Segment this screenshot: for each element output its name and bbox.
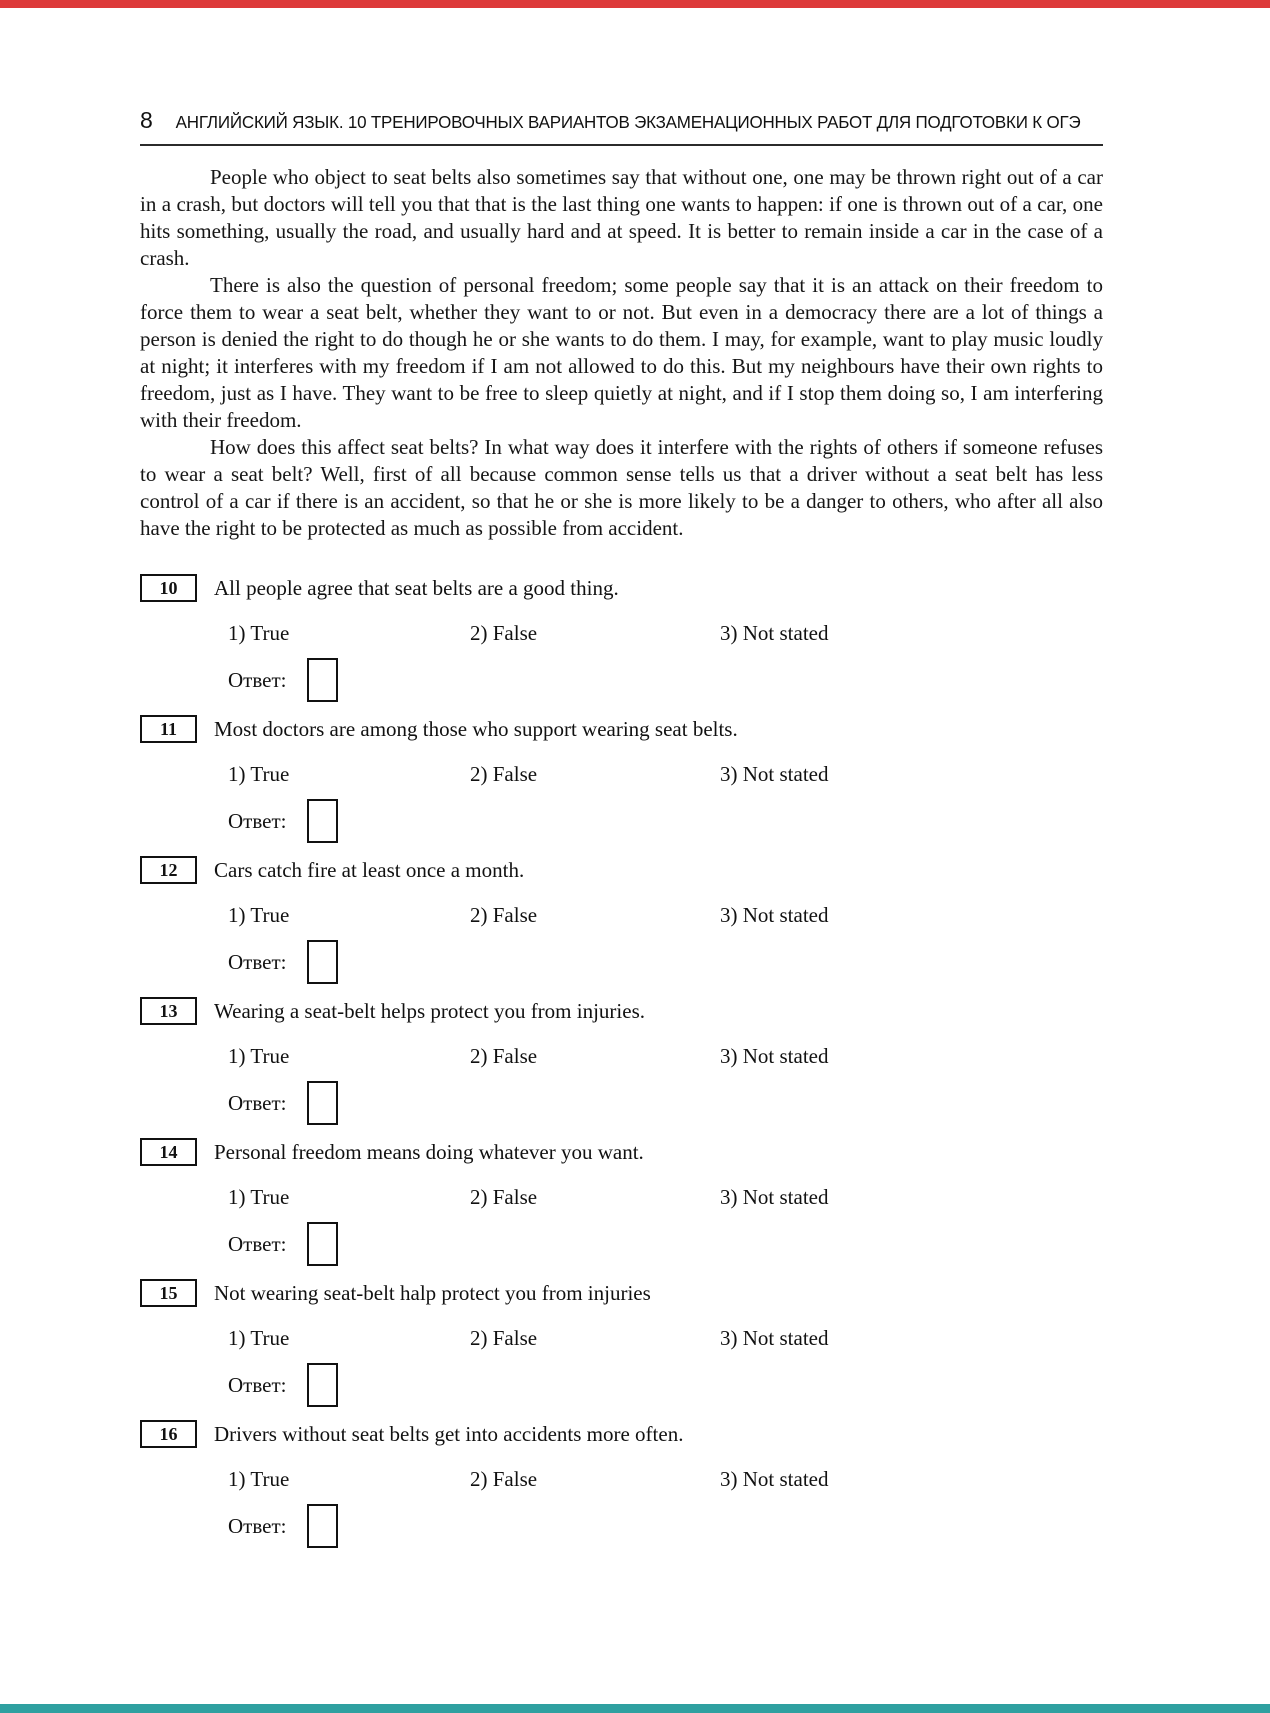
answer-box[interactable]	[307, 658, 338, 702]
answer-box[interactable]	[307, 1363, 338, 1407]
option-true: 1) True	[228, 621, 290, 645]
option-false: 2) False	[470, 1044, 538, 1068]
question-text: Personal freedom means doing whatever you want.	[214, 1139, 644, 1164]
options-row	[228, 620, 1103, 646]
option-false: 2) False	[470, 762, 538, 786]
book-page	[140, 108, 1103, 1561]
options-row	[228, 761, 1103, 787]
question-row	[140, 856, 1103, 884]
questions-section	[140, 574, 1103, 1548]
question-row	[140, 1138, 1103, 1166]
option-not-stated: 3) Not stated	[720, 903, 829, 927]
question-number-box	[140, 1279, 197, 1307]
scan-edge-bottom	[0, 1704, 1270, 1713]
option-false: 2) False	[470, 1326, 538, 1350]
question-number-box	[140, 1420, 197, 1448]
options-row	[228, 1184, 1103, 1210]
question-number-box	[140, 997, 197, 1025]
answer-box[interactable]	[307, 1222, 338, 1266]
page-header	[140, 108, 1103, 146]
answer-label: Ответ:	[228, 1090, 287, 1115]
question-block	[140, 1138, 1103, 1266]
scan-edge-top	[0, 0, 1270, 8]
answer-label: Ответ:	[228, 667, 287, 692]
answer-box[interactable]	[307, 940, 338, 984]
passage-paragraph: People who object to seat belts also sometimes say that without one, one may be thrown right out of a car in a crash, but doctors will tell you that that is the last thing one wants to happen: if one is thrown out of a car, one hits something, usually the road, and usually hard and at speed. It is better to remain inside a car in the case of a crash.	[140, 165, 1103, 270]
answer-label: Ответ:	[228, 1513, 287, 1538]
question-text: Cars catch fire at least once a month.	[214, 857, 525, 882]
option-true: 1) True	[228, 1044, 290, 1068]
option-not-stated: 3) Not stated	[720, 1326, 829, 1350]
question-text: All people agree that seat belts are a good thing.	[214, 575, 619, 600]
question-number-box	[140, 856, 197, 884]
option-true: 1) True	[228, 1326, 290, 1350]
option-not-stated: 3) Not stated	[720, 1044, 829, 1068]
answer-row	[228, 940, 1103, 984]
answer-box[interactable]	[307, 1081, 338, 1125]
answer-label: Ответ:	[228, 808, 287, 833]
options-row	[228, 902, 1103, 928]
answer-row	[228, 1504, 1103, 1548]
question-number: 13	[159, 1000, 178, 1021]
question-row	[140, 574, 1103, 602]
question-row	[140, 1420, 1103, 1448]
question-text: Not wearing seat-belt halp protect you from injuries	[214, 1280, 651, 1305]
answer-row	[228, 1081, 1103, 1125]
option-false: 2) False	[470, 1185, 538, 1209]
options-row	[228, 1043, 1103, 1069]
answer-label: Ответ:	[228, 1372, 287, 1397]
header-title: АНГЛИЙСКИЙ ЯЗЫК. 10 ТРЕНИРОВОЧНЫХ ВАРИАНТОВ ЭКЗАМЕНАЦИОННЫХ РАБОТ ДЛЯ ПОДГОТОВКИ К ОГЭ	[175, 112, 1081, 132]
option-true: 1) True	[228, 1467, 290, 1491]
question-block	[140, 574, 1103, 702]
option-false: 2) False	[470, 621, 538, 645]
option-not-stated: 3) Not stated	[720, 1467, 829, 1491]
option-not-stated: 3) Not stated	[720, 621, 829, 645]
answer-row	[228, 1222, 1103, 1266]
option-false: 2) False	[470, 1467, 538, 1491]
reading-passage	[140, 164, 1103, 542]
answer-row	[228, 658, 1103, 702]
page-number: 8	[140, 107, 153, 133]
passage-paragraph: There is also the question of personal freedom; some people say that it is an attack on their freedom to force them to wear a seat belt, whether they want to or not. But even in a democracy there are a lot of things a person is denied the right to do though he or she wants to do them. I may, for example, want to play music loudly at night; it interferes with my freedom if I am not allowed to do this. But my neighbours have their own rights to freedom, just as I have. They want to be free to sleep quietly at night, and if I stop them doing so, I am interfering with their freedom.	[140, 273, 1103, 432]
question-block	[140, 856, 1103, 984]
passage-paragraph: How does this affect seat belts? In what way does it interfere with the rights of others if someone refuses to wear a seat belt? Well, first of all because common sense tells us that a driver without a seat belt has less control of a car if there is an accident, so that he or she is more likely to be a danger to others, who after all also have the right to be protected as much as possible from accident.	[140, 435, 1103, 540]
question-number: 11	[159, 718, 177, 739]
options-row	[228, 1466, 1103, 1492]
question-block	[140, 715, 1103, 843]
answer-label: Ответ:	[228, 1231, 287, 1256]
option-false: 2) False	[470, 903, 538, 927]
answer-row	[228, 799, 1103, 843]
option-true: 1) True	[228, 762, 290, 786]
option-not-stated: 3) Not stated	[720, 762, 829, 786]
question-number-box	[140, 574, 197, 602]
answer-row	[228, 1363, 1103, 1407]
question-block	[140, 1279, 1103, 1407]
question-number: 14	[159, 1141, 178, 1162]
answer-box[interactable]	[307, 1504, 338, 1548]
question-row	[140, 997, 1103, 1025]
question-number-box	[140, 1138, 197, 1166]
answer-box[interactable]	[307, 799, 338, 843]
option-true: 1) True	[228, 903, 290, 927]
option-not-stated: 3) Not stated	[720, 1185, 829, 1209]
answer-label: Ответ:	[228, 949, 287, 974]
question-number: 10	[159, 577, 178, 598]
question-number: 16	[159, 1423, 178, 1444]
question-text: Drivers without seat belts get into accidents more often.	[214, 1421, 684, 1446]
question-block	[140, 997, 1103, 1125]
question-number-box	[140, 715, 197, 743]
options-row	[228, 1325, 1103, 1351]
question-text: Most doctors are among those who support wearing seat belts.	[214, 716, 738, 741]
question-block	[140, 1420, 1103, 1548]
question-row	[140, 715, 1103, 743]
question-row	[140, 1279, 1103, 1307]
question-number: 12	[159, 859, 178, 880]
option-true: 1) True	[228, 1185, 290, 1209]
question-text: Wearing a seat-belt helps protect you from injuries.	[214, 998, 646, 1023]
question-number: 15	[159, 1282, 178, 1303]
